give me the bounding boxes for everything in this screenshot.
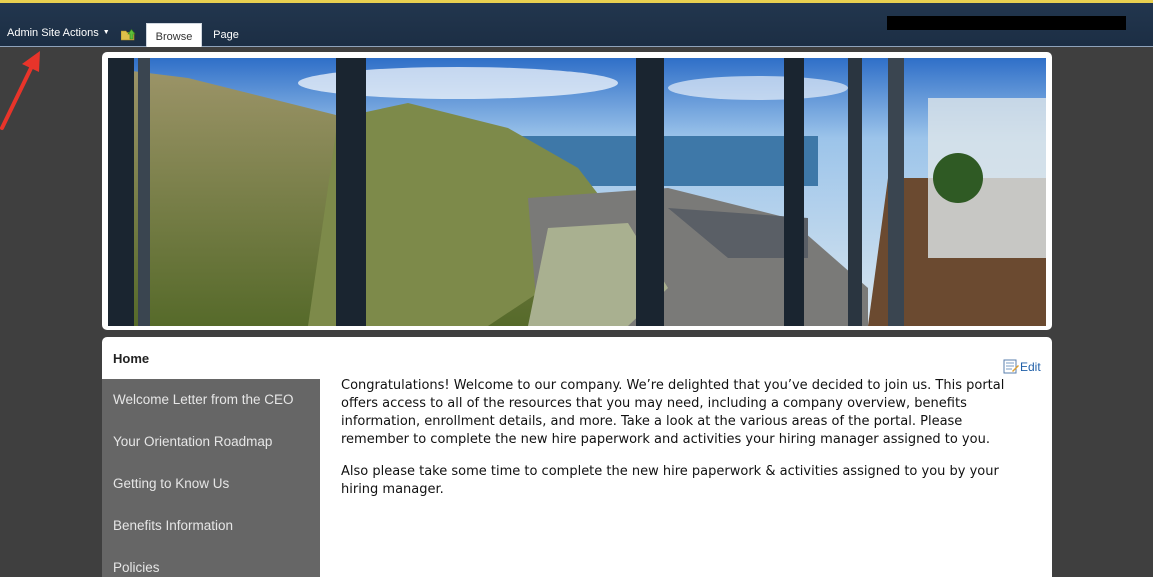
- annotation-arrow: [0, 46, 48, 136]
- ribbon-bar: [0, 3, 1153, 47]
- welcome-paragraph: Congratulations! Welcome to our company. We’re delighted that you’ve decided to join us. This portal offers access to all of the resources that you may need, including a company overview, benefits information, enrollment details, and more. Take a look at the various areas of the portal. Please remember to complete the new hire paperwork and activities your hiring manager assigned to you.: [341, 378, 1005, 447]
- nav-item-welcome-letter[interactable]: Welcome Letter from the CEO: [113, 392, 294, 407]
- paperwork-paragraph: Also please take some time to complete the new hire paperwork & activities assigned to you by your hiring manager.: [341, 464, 999, 497]
- page-body: [341, 377, 1031, 513]
- banner-image: [108, 58, 1046, 326]
- edit-button[interactable]: [1003, 358, 1041, 374]
- panorama-image: [108, 58, 1046, 326]
- redacted-user-area: [887, 16, 1126, 30]
- banner-frame: [102, 52, 1052, 330]
- quick-launch-nav: [102, 379, 320, 577]
- nav-item-policies[interactable]: Policies: [113, 560, 160, 575]
- tab-browse[interactable]: Browse: [146, 23, 202, 47]
- site-actions-menu[interactable]: [7, 27, 110, 39]
- content-panel: [102, 337, 1052, 577]
- site-actions-label: Admin Site Actions: [7, 27, 99, 39]
- edit-label: Edit: [1020, 360, 1041, 374]
- edit-page-icon: [1003, 358, 1019, 374]
- nav-item-orientation-roadmap[interactable]: Your Orientation Roadmap: [113, 434, 273, 449]
- nav-item-benefits-information[interactable]: Benefits Information: [113, 518, 234, 533]
- folder-up-icon[interactable]: [121, 28, 136, 41]
- nav-home-link[interactable]: Home: [113, 351, 150, 366]
- dropdown-caret-icon: ▼: [102, 29, 110, 36]
- nav-item-getting-to-know-us[interactable]: Getting to Know Us: [113, 476, 230, 491]
- tab-page[interactable]: Page: [213, 29, 239, 41]
